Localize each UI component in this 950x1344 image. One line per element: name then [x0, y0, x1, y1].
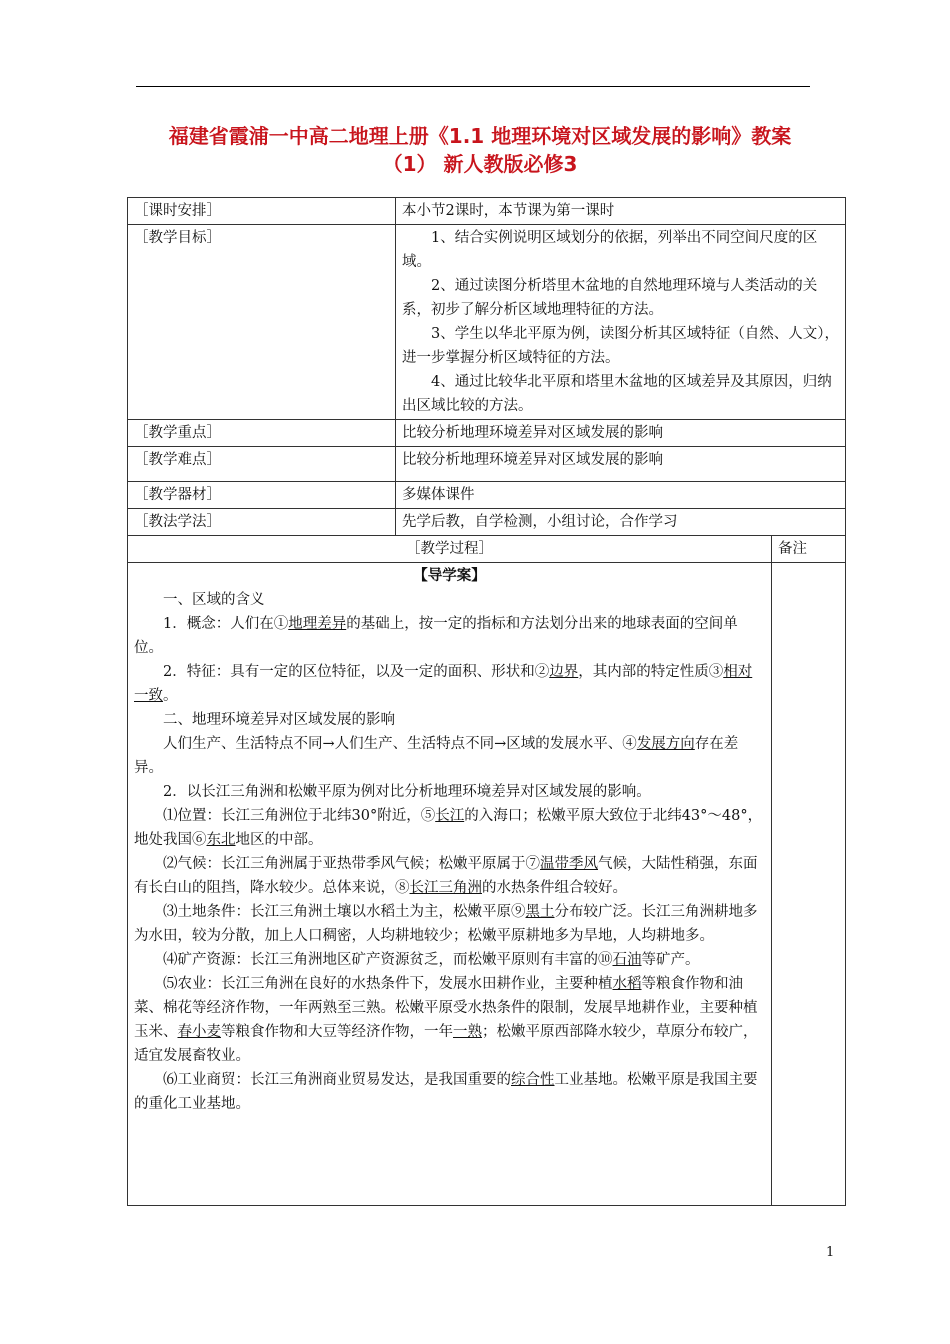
value-equipment: 多媒体课件: [396, 482, 846, 509]
process-content: [128, 563, 772, 1206]
page-number: 1: [826, 1245, 835, 1260]
label-process: ［教学过程］: [128, 536, 772, 563]
label-equipment: ［教学器材］: [128, 482, 396, 509]
header-rule: [136, 86, 810, 87]
climate-paragraph: ⑵气候：长江三角洲属于亚热带季风气候；松嫩平原属于⑦温带季风气候，大陆性稍强，东面有长白山的阻挡，降水较少。总体来说，⑧长江三角洲的水热条件组合较好。: [134, 856, 758, 896]
value-method: 先学后教，自学检测，小组讨论，合作学习: [396, 509, 846, 536]
section-1-title: 一、区域的含义: [163, 592, 265, 608]
chain-paragraph: 人们生产、生活特点不同→人们生产、生活特点不同→区域的发展水平、④发展方向存在差异。: [134, 736, 739, 776]
label-notes: 备注: [772, 536, 846, 563]
label-goals: ［教学目标］: [128, 225, 396, 420]
label-method: ［教法学法］: [128, 509, 396, 536]
goal-item: 2、通过读图分析塔里木盆地的自然地理环境与人类活动的关系，初步了解分析区域地理特征的方法。: [402, 278, 818, 318]
value-schedule: 本小节2课时，本节课为第一课时: [396, 198, 846, 225]
row-key: [128, 420, 846, 447]
feature-paragraph: 2．特征：具有一定的区位特征，以及一定的面积、形状和②边界，其内部的特定性质③相对一致。: [134, 664, 753, 704]
location-paragraph: ⑴位置：长江三角洲位于北纬30°附近，⑤长江的入海口；松嫩平原大致位于北纬43°～48°，地处我国⑥东北地区的中部。: [134, 808, 763, 848]
mineral-paragraph: ⑷矿产资源：长江三角洲地区矿产资源贫乏，而松嫩平原则有丰富的⑩石油等矿产。: [163, 952, 700, 968]
label-key: ［教学重点］: [128, 420, 396, 447]
guide-heading: 【导学案】: [413, 567, 486, 584]
agriculture-paragraph: ⑸农业：长江三角洲在良好的水热条件下，发展水田耕作业，主要种植水稻等粮食作物和油菜、棉花等经济作物，一年两熟至三熟。松嫩平原受水热条件的限制，发展旱地耕作业，主要种植玉米、春小麦等粮食作物和大豆等经济作物，一年一熟；松嫩平原西部降水较少，草原分布较广，适宜发展畜牧业。: [134, 976, 758, 1064]
row-process-body: [128, 563, 846, 1206]
concept-paragraph: 1．概念：人们在①地理差异的基础上，按一定的指标和方法划分出来的地球表面的空间单位。: [134, 616, 738, 656]
row-goals: [128, 225, 846, 420]
item-2-paragraph: 2．以长江三角洲和松嫩平原为例对比分析地理环境差异对区域发展的影响。: [163, 784, 651, 800]
industry-paragraph: ⑹工业商贸：长江三角洲商业贸易发达，是我国重要的综合性工业基地。松嫩平原是我国主要的重化工业基地。: [134, 1072, 758, 1112]
label-schedule: ［课时安排］: [128, 198, 396, 225]
value-difficult: 比较分析地理环境差异对区域发展的影响: [396, 447, 846, 482]
row-difficult: [128, 447, 846, 482]
label-difficult: ［教学难点］: [128, 447, 396, 482]
goal-item: 3、学生以华北平原为例，读图分析其区域特征（自然、人文），进一步掌握分析区域特征的方法。: [402, 326, 839, 366]
land-paragraph: ⑶土地条件：长江三角洲土壤以水稻土为主，松嫩平原⑨黑土分布较广泛。长江三角洲耕地多为水田，较为分散，加上人口稠密，人均耕地较少；松嫩平原耕地多为旱地，人均耕地多。: [134, 904, 758, 944]
value-key: 比较分析地理环境差异对区域发展的影响: [396, 420, 846, 447]
value-goals: [396, 225, 846, 420]
goal-item: 4、通过比较华北平原和塔里木盆地的区域差异及其原因，归纳出区域比较的方法。: [402, 374, 832, 414]
row-equipment: [128, 482, 846, 509]
section-2-title: 二、地理环境差异对区域发展的影响: [163, 712, 395, 728]
row-process-header: [128, 536, 846, 563]
row-method: [128, 509, 846, 536]
notes-column: [772, 563, 846, 1206]
lesson-plan-table: [127, 197, 846, 1206]
row-schedule: [128, 198, 846, 225]
goal-item: 1、结合实例说明区域划分的依据，列举出不同空间尺度的区域。: [402, 230, 818, 270]
document-title-line1: 福建省霞浦一中高二地理上册《1.1 地理环境对区域发展的影响》教案: [168, 124, 792, 148]
document-title-line2: （1） 新人教版必修3: [382, 152, 578, 176]
